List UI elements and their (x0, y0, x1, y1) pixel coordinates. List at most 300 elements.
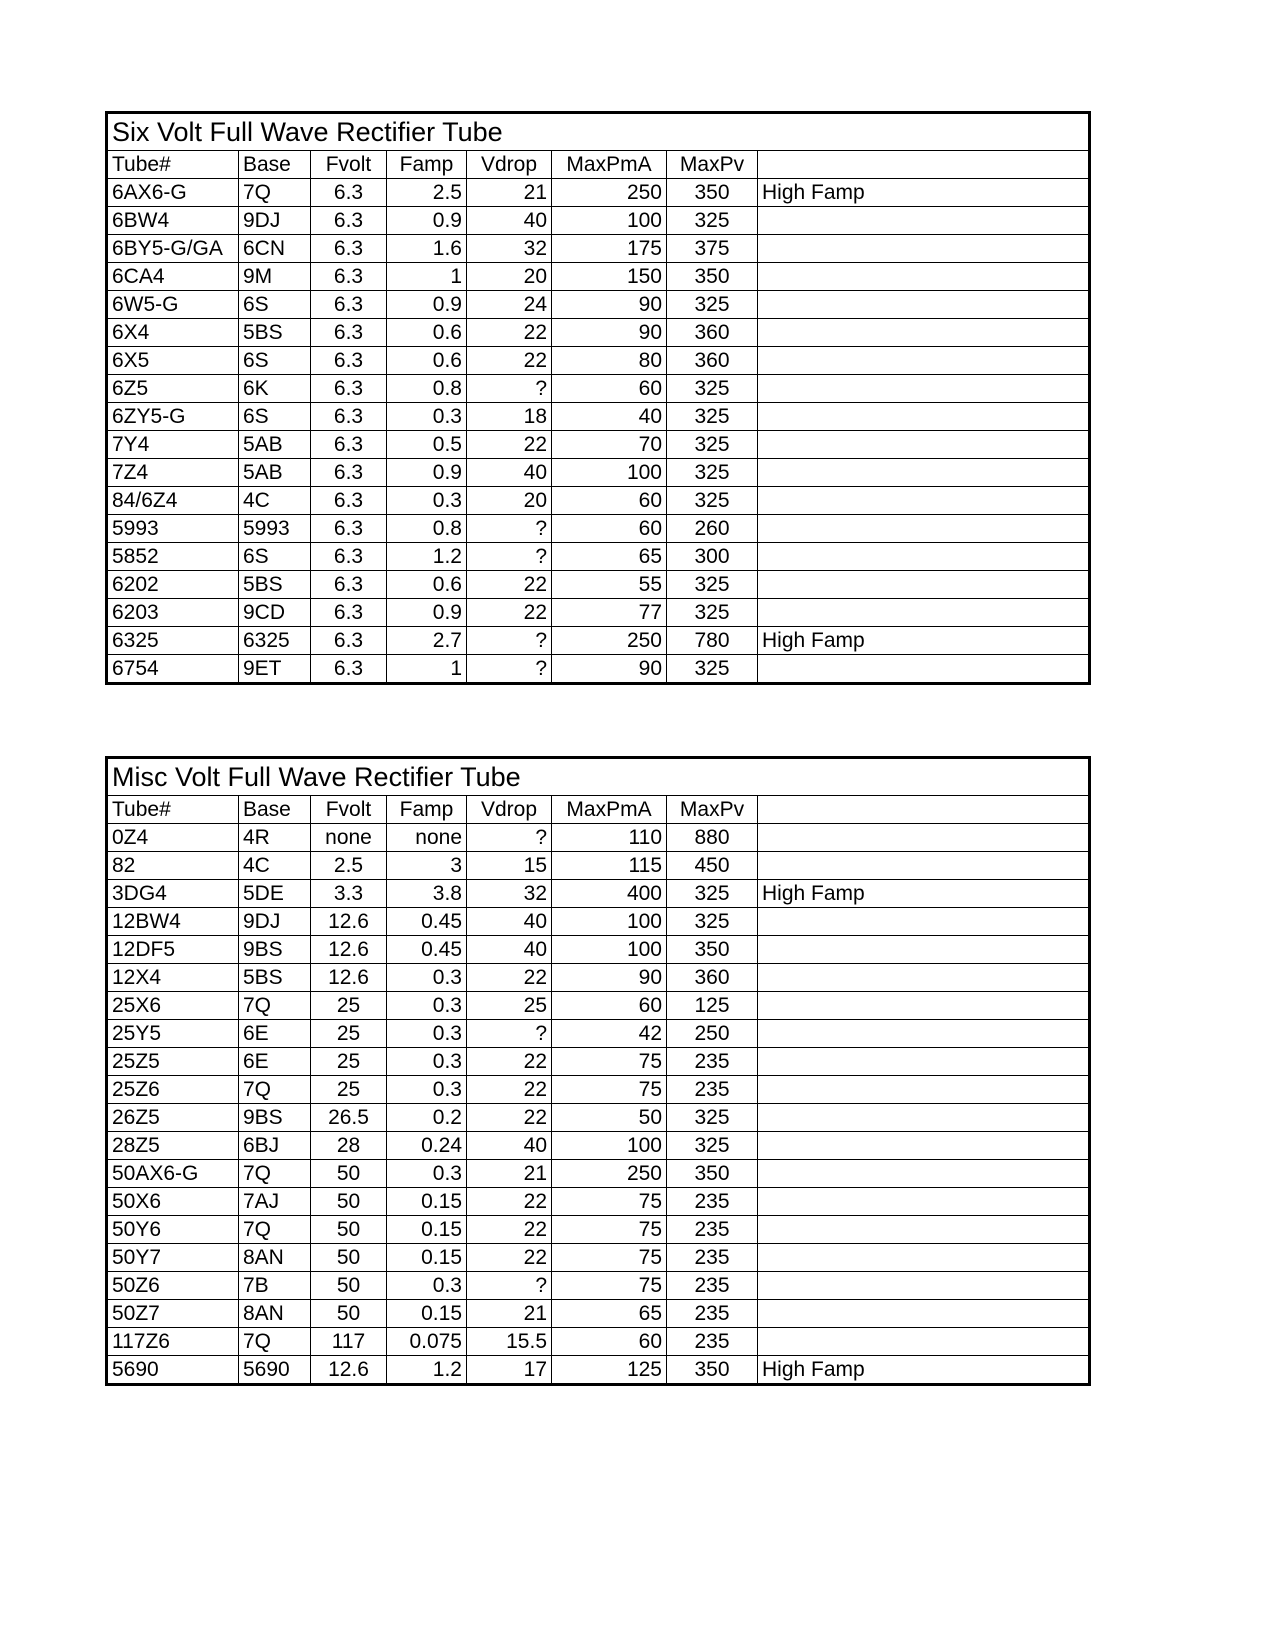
cell-note (758, 1160, 1090, 1188)
cell-max-pv: 235 (667, 1272, 758, 1300)
cell-base: 4C (239, 852, 311, 880)
cell-fvolt: 25 (311, 1020, 387, 1048)
cell-vdrop: ? (467, 627, 552, 655)
cell-note (758, 1244, 1090, 1272)
cell-note (758, 235, 1090, 263)
cell-fvolt: 6.3 (311, 291, 387, 319)
table-row (107, 1244, 1090, 1272)
cell-note (758, 263, 1090, 291)
cell-fvolt: 25 (311, 992, 387, 1020)
cell-famp: 3 (387, 852, 467, 880)
cell-max-pv: 235 (667, 1216, 758, 1244)
table-row (107, 1188, 1090, 1216)
table-row (107, 1104, 1090, 1132)
cell-fvolt: 25 (311, 1076, 387, 1104)
cell-max-pv: 325 (667, 431, 758, 459)
cell-fvolt: 6.3 (311, 543, 387, 571)
cell-max-pma: 125 (552, 1356, 667, 1385)
cell-max-pma: 60 (552, 515, 667, 543)
table-row (107, 908, 1090, 936)
cell-note (758, 1104, 1090, 1132)
cell-vdrop: 40 (467, 459, 552, 487)
cell-famp: 0.9 (387, 459, 467, 487)
cell-fvolt: 26.5 (311, 1104, 387, 1132)
cell-base: 7Q (239, 179, 311, 207)
cell-famp: 0.6 (387, 571, 467, 599)
cell-vdrop: ? (467, 1272, 552, 1300)
cell-vdrop: ? (467, 1020, 552, 1048)
column-header-base: Base (239, 151, 311, 179)
cell-note (758, 543, 1090, 571)
misc-volt-rectifier-table (105, 756, 1091, 1386)
cell-famp: none (387, 824, 467, 852)
cell-base: 5690 (239, 1356, 311, 1385)
cell-tube-number: 50Z6 (107, 1272, 239, 1300)
cell-max-pma: 75 (552, 1216, 667, 1244)
table-row (107, 347, 1090, 375)
table-row (107, 263, 1090, 291)
table-title: Six Volt Full Wave Rectifier Tube (107, 113, 1090, 151)
cell-tube-number: 25Z5 (107, 1048, 239, 1076)
cell-max-pma: 70 (552, 431, 667, 459)
cell-vdrop: 22 (467, 1076, 552, 1104)
cell-fvolt: 12.6 (311, 936, 387, 964)
cell-vdrop: 20 (467, 263, 552, 291)
cell-tube-number: 6202 (107, 571, 239, 599)
cell-max-pma: 115 (552, 852, 667, 880)
cell-fvolt: 6.3 (311, 459, 387, 487)
table-row (107, 852, 1090, 880)
cell-fvolt: 50 (311, 1216, 387, 1244)
cell-max-pv: 325 (667, 459, 758, 487)
cell-tube-number: 28Z5 (107, 1132, 239, 1160)
cell-famp: 2.5 (387, 179, 467, 207)
cell-note (758, 1020, 1090, 1048)
cell-max-pma: 40 (552, 403, 667, 431)
cell-base: 9CD (239, 599, 311, 627)
cell-famp: 0.45 (387, 936, 467, 964)
cell-vdrop: 21 (467, 1160, 552, 1188)
cell-famp: 0.45 (387, 908, 467, 936)
cell-fvolt: 50 (311, 1160, 387, 1188)
cell-max-pv: 325 (667, 1132, 758, 1160)
cell-max-pv: 325 (667, 487, 758, 515)
table-body (107, 758, 1090, 1385)
cell-base: 9BS (239, 936, 311, 964)
cell-note (758, 571, 1090, 599)
cell-fvolt: 3.3 (311, 880, 387, 908)
cell-famp: 0.3 (387, 1048, 467, 1076)
cell-max-pv: 360 (667, 347, 758, 375)
cell-max-pma: 250 (552, 627, 667, 655)
cell-max-pma: 60 (552, 1328, 667, 1356)
cell-base: 7Q (239, 1216, 311, 1244)
cell-famp: 2.7 (387, 627, 467, 655)
cell-fvolt: 6.3 (311, 207, 387, 235)
cell-max-pma: 100 (552, 936, 667, 964)
cell-note (758, 1328, 1090, 1356)
cell-tube-number: 5993 (107, 515, 239, 543)
cell-tube-number: 6754 (107, 655, 239, 684)
cell-note (758, 487, 1090, 515)
cell-famp: 0.3 (387, 1020, 467, 1048)
column-header-tube-number: Tube# (107, 151, 239, 179)
cell-famp: 0.3 (387, 1272, 467, 1300)
table-row (107, 1132, 1090, 1160)
cell-famp: 0.9 (387, 207, 467, 235)
cell-max-pv: 350 (667, 936, 758, 964)
cell-max-pma: 100 (552, 908, 667, 936)
column-header-note (758, 151, 1090, 179)
cell-max-pma: 400 (552, 880, 667, 908)
cell-max-pv: 450 (667, 852, 758, 880)
cell-note (758, 655, 1090, 684)
cell-famp: 0.3 (387, 487, 467, 515)
cell-tube-number: 6325 (107, 627, 239, 655)
cell-max-pv: 325 (667, 207, 758, 235)
cell-famp: 0.2 (387, 1104, 467, 1132)
cell-base: 5AB (239, 431, 311, 459)
cell-tube-number: 25Z6 (107, 1076, 239, 1104)
cell-note (758, 1216, 1090, 1244)
cell-max-pv: 125 (667, 992, 758, 1020)
cell-vdrop: 17 (467, 1356, 552, 1385)
cell-tube-number: 12DF5 (107, 936, 239, 964)
cell-fvolt: 6.3 (311, 627, 387, 655)
cell-famp: 0.3 (387, 964, 467, 992)
cell-vdrop: 22 (467, 431, 552, 459)
cell-vdrop: 40 (467, 207, 552, 235)
cell-base: 9M (239, 263, 311, 291)
cell-fvolt: 6.3 (311, 347, 387, 375)
cell-vdrop: 22 (467, 1188, 552, 1216)
cell-max-pma: 100 (552, 459, 667, 487)
cell-max-pv: 325 (667, 599, 758, 627)
cell-vdrop: 15.5 (467, 1328, 552, 1356)
cell-fvolt: 6.3 (311, 179, 387, 207)
table-row (107, 207, 1090, 235)
column-header-famp: Famp (387, 796, 467, 824)
cell-fvolt: 50 (311, 1300, 387, 1328)
cell-tube-number: 6Z5 (107, 375, 239, 403)
six-volt-rectifier-table (105, 111, 1091, 685)
cell-famp: 1.2 (387, 1356, 467, 1385)
cell-fvolt: 6.3 (311, 571, 387, 599)
cell-vdrop: 40 (467, 1132, 552, 1160)
cell-note: High Famp (758, 627, 1090, 655)
cell-tube-number: 7Y4 (107, 431, 239, 459)
cell-max-pv: 235 (667, 1244, 758, 1272)
cell-max-pv: 235 (667, 1188, 758, 1216)
cell-tube-number: 6X4 (107, 319, 239, 347)
cell-max-pv: 350 (667, 179, 758, 207)
cell-vdrop: 24 (467, 291, 552, 319)
cell-tube-number: 6CA4 (107, 263, 239, 291)
column-header-max-pv: MaxPv (667, 151, 758, 179)
column-header-famp: Famp (387, 151, 467, 179)
table-row (107, 936, 1090, 964)
cell-base: 5AB (239, 459, 311, 487)
cell-max-pv: 260 (667, 515, 758, 543)
cell-base: 5BS (239, 964, 311, 992)
cell-tube-number: 6BY5-G/GA (107, 235, 239, 263)
cell-famp: 1.6 (387, 235, 467, 263)
table-row (107, 459, 1090, 487)
cell-base: 6S (239, 347, 311, 375)
cell-max-pma: 75 (552, 1076, 667, 1104)
cell-tube-number: 25Y5 (107, 1020, 239, 1048)
table-row (107, 1328, 1090, 1356)
cell-fvolt: 50 (311, 1272, 387, 1300)
cell-max-pma: 90 (552, 964, 667, 992)
cell-fvolt: 117 (311, 1328, 387, 1356)
table-row (107, 375, 1090, 403)
cell-max-pv: 325 (667, 403, 758, 431)
column-header-fvolt: Fvolt (311, 796, 387, 824)
cell-tube-number: 25X6 (107, 992, 239, 1020)
cell-max-pv: 325 (667, 291, 758, 319)
cell-max-pma: 55 (552, 571, 667, 599)
cell-base: 6E (239, 1020, 311, 1048)
cell-tube-number: 6AX6-G (107, 179, 239, 207)
column-header-row (107, 151, 1090, 179)
cell-note: High Famp (758, 880, 1090, 908)
cell-max-pv: 300 (667, 543, 758, 571)
cell-vdrop: 22 (467, 319, 552, 347)
cell-base: 9ET (239, 655, 311, 684)
cell-fvolt: 12.6 (311, 908, 387, 936)
cell-base: 8AN (239, 1300, 311, 1328)
cell-tube-number: 50Z7 (107, 1300, 239, 1328)
cell-fvolt: none (311, 824, 387, 852)
cell-base: 6S (239, 291, 311, 319)
cell-tube-number: 50Y7 (107, 1244, 239, 1272)
cell-max-pv: 325 (667, 908, 758, 936)
cell-tube-number: 6BW4 (107, 207, 239, 235)
cell-vdrop: ? (467, 375, 552, 403)
cell-note (758, 459, 1090, 487)
cell-fvolt: 6.3 (311, 599, 387, 627)
cell-fvolt: 6.3 (311, 515, 387, 543)
cell-vdrop: 20 (467, 487, 552, 515)
cell-vdrop: ? (467, 824, 552, 852)
cell-tube-number: 12X4 (107, 964, 239, 992)
cell-famp: 0.075 (387, 1328, 467, 1356)
cell-tube-number: 6X5 (107, 347, 239, 375)
cell-max-pv: 235 (667, 1076, 758, 1104)
table-row (107, 964, 1090, 992)
cell-vdrop: 22 (467, 1244, 552, 1272)
cell-famp: 0.15 (387, 1300, 467, 1328)
cell-max-pma: 100 (552, 1132, 667, 1160)
cell-max-pma: 77 (552, 599, 667, 627)
cell-tube-number: 5690 (107, 1356, 239, 1385)
cell-base: 5DE (239, 880, 311, 908)
cell-note (758, 964, 1090, 992)
cell-max-pma: 75 (552, 1272, 667, 1300)
cell-tube-number: 12BW4 (107, 908, 239, 936)
cell-max-pma: 90 (552, 291, 667, 319)
cell-fvolt: 6.3 (311, 431, 387, 459)
cell-base: 6S (239, 403, 311, 431)
cell-famp: 1.2 (387, 543, 467, 571)
table-row (107, 403, 1090, 431)
cell-fvolt: 50 (311, 1188, 387, 1216)
cell-tube-number: 0Z4 (107, 824, 239, 852)
table-row (107, 1300, 1090, 1328)
table-row (107, 1272, 1090, 1300)
column-header-fvolt: Fvolt (311, 151, 387, 179)
table-row (107, 1020, 1090, 1048)
cell-tube-number: 6W5-G (107, 291, 239, 319)
table-row (107, 1356, 1090, 1385)
cell-famp: 0.9 (387, 599, 467, 627)
cell-famp: 0.15 (387, 1244, 467, 1272)
cell-max-pv: 780 (667, 627, 758, 655)
cell-note (758, 207, 1090, 235)
cell-note (758, 992, 1090, 1020)
cell-vdrop: 22 (467, 964, 552, 992)
cell-base: 6325 (239, 627, 311, 655)
cell-vdrop: ? (467, 543, 552, 571)
cell-tube-number: 82 (107, 852, 239, 880)
cell-tube-number: 3DG4 (107, 880, 239, 908)
table-title: Misc Volt Full Wave Rectifier Tube (107, 758, 1090, 796)
cell-max-pma: 60 (552, 375, 667, 403)
cell-fvolt: 50 (311, 1244, 387, 1272)
cell-base: 7Q (239, 1076, 311, 1104)
cell-max-pma: 80 (552, 347, 667, 375)
cell-max-pv: 235 (667, 1048, 758, 1076)
cell-famp: 0.3 (387, 1076, 467, 1104)
cell-max-pma: 75 (552, 1048, 667, 1076)
cell-max-pma: 250 (552, 179, 667, 207)
cell-note (758, 347, 1090, 375)
cell-famp: 0.3 (387, 992, 467, 1020)
cell-max-pma: 175 (552, 235, 667, 263)
cell-max-pv: 250 (667, 1020, 758, 1048)
cell-vdrop: 22 (467, 1216, 552, 1244)
cell-note: High Famp (758, 179, 1090, 207)
table-row (107, 571, 1090, 599)
cell-max-pma: 90 (552, 655, 667, 684)
cell-max-pv: 360 (667, 319, 758, 347)
cell-max-pv: 325 (667, 655, 758, 684)
cell-vdrop: 40 (467, 908, 552, 936)
cell-fvolt: 2.5 (311, 852, 387, 880)
cell-vdrop: 21 (467, 179, 552, 207)
table-title-row (107, 758, 1090, 796)
cell-fvolt: 12.6 (311, 964, 387, 992)
cell-tube-number: 5852 (107, 543, 239, 571)
cell-tube-number: 6203 (107, 599, 239, 627)
cell-max-pv: 235 (667, 1328, 758, 1356)
cell-max-pv: 235 (667, 1300, 758, 1328)
cell-base: 7AJ (239, 1188, 311, 1216)
cell-base: 9BS (239, 1104, 311, 1132)
cell-tube-number: 50Y6 (107, 1216, 239, 1244)
table-body (107, 113, 1090, 684)
cell-max-pma: 65 (552, 543, 667, 571)
cell-vdrop: 22 (467, 1048, 552, 1076)
cell-vdrop: 22 (467, 571, 552, 599)
table-row (107, 319, 1090, 347)
cell-famp: 0.15 (387, 1188, 467, 1216)
cell-max-pv: 350 (667, 1356, 758, 1385)
column-header-max-pma: MaxPmA (552, 151, 667, 179)
column-header-max-pma: MaxPmA (552, 796, 667, 824)
cell-max-pma: 100 (552, 207, 667, 235)
cell-famp: 0.5 (387, 431, 467, 459)
cell-max-pma: 75 (552, 1188, 667, 1216)
cell-fvolt: 6.3 (311, 655, 387, 684)
cell-vdrop: 15 (467, 852, 552, 880)
cell-max-pma: 42 (552, 1020, 667, 1048)
cell-tube-number: 117Z6 (107, 1328, 239, 1356)
cell-base: 8AN (239, 1244, 311, 1272)
cell-tube-number: 7Z4 (107, 459, 239, 487)
cell-vdrop: 22 (467, 1104, 552, 1132)
cell-famp: 0.8 (387, 515, 467, 543)
cell-fvolt: 25 (311, 1048, 387, 1076)
cell-vdrop: ? (467, 515, 552, 543)
column-header-max-pv: MaxPv (667, 796, 758, 824)
cell-max-pv: 325 (667, 571, 758, 599)
cell-max-pma: 75 (552, 1244, 667, 1272)
table-row (107, 992, 1090, 1020)
cell-note (758, 431, 1090, 459)
cell-vdrop: 21 (467, 1300, 552, 1328)
cell-max-pma: 60 (552, 992, 667, 1020)
cell-max-pma: 50 (552, 1104, 667, 1132)
cell-vdrop: 18 (467, 403, 552, 431)
cell-max-pv: 325 (667, 375, 758, 403)
cell-note (758, 515, 1090, 543)
cell-note (758, 1188, 1090, 1216)
cell-note: High Famp (758, 1356, 1090, 1385)
cell-note (758, 936, 1090, 964)
table-row (107, 1160, 1090, 1188)
cell-note (758, 852, 1090, 880)
cell-tube-number: 50X6 (107, 1188, 239, 1216)
table-row (107, 487, 1090, 515)
cell-note (758, 908, 1090, 936)
table-row (107, 1048, 1090, 1076)
column-header-tube-number: Tube# (107, 796, 239, 824)
table-row (107, 880, 1090, 908)
cell-max-pv: 375 (667, 235, 758, 263)
cell-max-pma: 110 (552, 824, 667, 852)
cell-famp: 0.6 (387, 347, 467, 375)
cell-fvolt: 12.6 (311, 1356, 387, 1385)
cell-base: 9DJ (239, 908, 311, 936)
cell-fvolt: 6.3 (311, 375, 387, 403)
column-header-vdrop: Vdrop (467, 796, 552, 824)
cell-vdrop: 25 (467, 992, 552, 1020)
column-header-row (107, 796, 1090, 824)
table-row (107, 179, 1090, 207)
cell-base: 5BS (239, 571, 311, 599)
table-row (107, 543, 1090, 571)
cell-famp: 0.6 (387, 319, 467, 347)
cell-fvolt: 6.3 (311, 319, 387, 347)
cell-vdrop: 32 (467, 880, 552, 908)
cell-note (758, 403, 1090, 431)
cell-max-pma: 60 (552, 487, 667, 515)
cell-tube-number: 6ZY5-G (107, 403, 239, 431)
cell-base: 6K (239, 375, 311, 403)
cell-fvolt: 6.3 (311, 235, 387, 263)
